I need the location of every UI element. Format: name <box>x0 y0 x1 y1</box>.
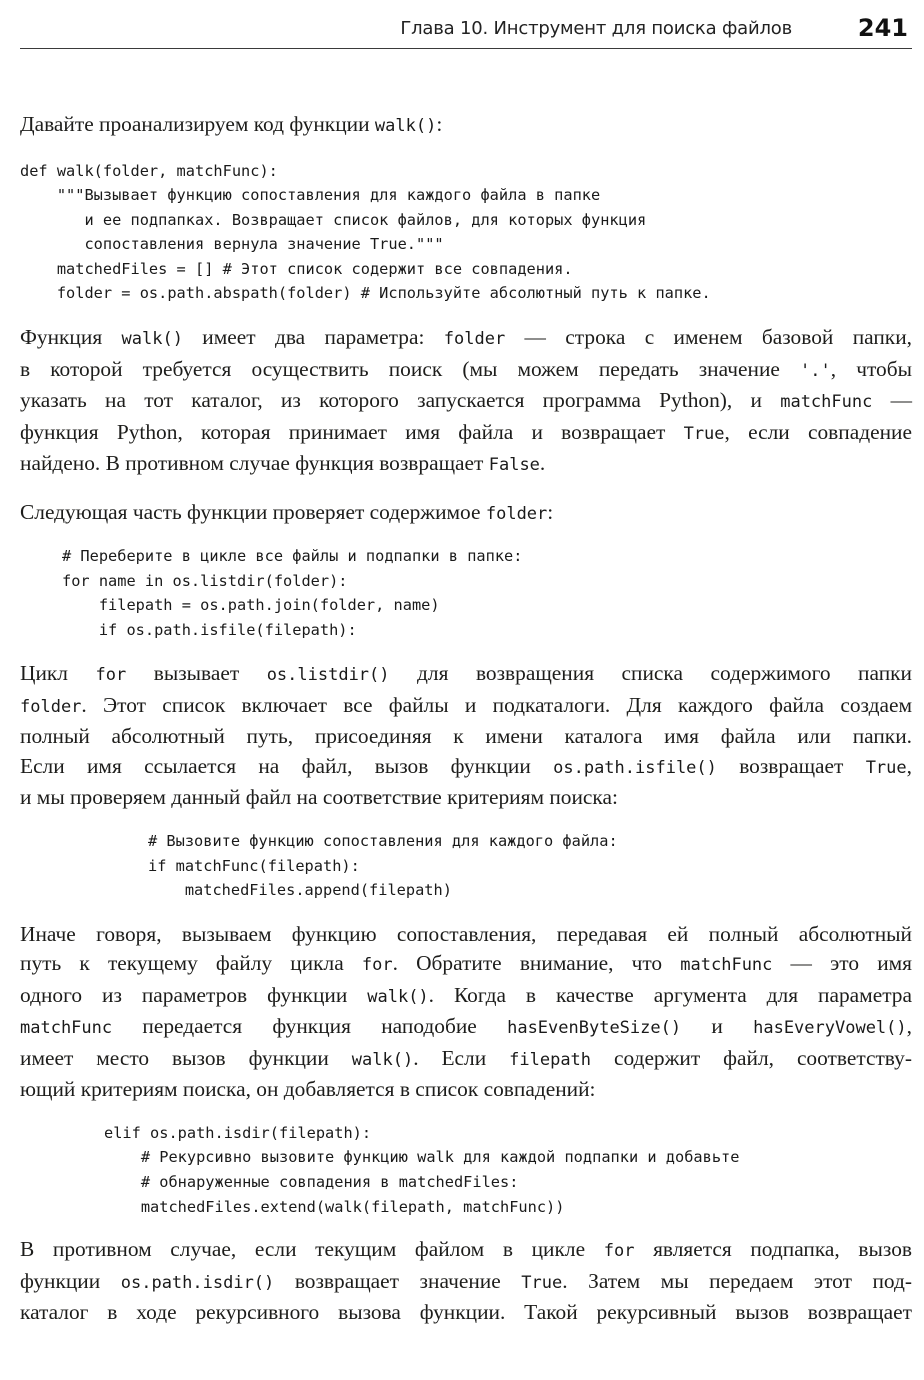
inline-code: folder <box>443 329 506 350</box>
paragraph-match-explanation <box>20 920 912 1105</box>
inline-code: os.listdir() <box>266 665 390 686</box>
text-run: Давайте проанализируем код функции <box>20 112 375 136</box>
text-run: . Когда в качестве аргумента для параметра <box>428 982 912 1007</box>
paragraph-for-loop <box>20 659 912 813</box>
text-run: возвращает <box>716 753 866 778</box>
paragraph-walk-parameters <box>20 323 912 481</box>
text-run: : <box>436 112 443 136</box>
text-run: имеет место вызов функции <box>20 1045 352 1070</box>
text-line <box>20 691 912 723</box>
code-block-recursive-walk: elif os.path.isdir(filepath): # Рекурсивно вызовите функцию walk для каждой подпапки и добавьте # обнаруженные совпадения в matchedFiles: matchedFiles.extend(walk(filepath, matchFunc)) <box>104 1123 740 1216</box>
text-run: . Этот список включает все файлы и подкаталоги. Для каждого файла создаем <box>81 692 912 717</box>
text-run: . Затем мы передаем этот под- <box>562 1268 912 1293</box>
chapter-title: Глава 10. Инструмент для поиска файлов <box>400 18 792 39</box>
text-line <box>20 498 912 530</box>
text-run: В противном случае, если текущим файлом в цикле <box>20 1237 604 1262</box>
inline-code: matchFunc <box>680 955 773 976</box>
text-run: указать на тот каталог, из которого запускается программа Python), и <box>20 388 781 413</box>
text-line <box>20 1012 912 1044</box>
text-run: одного из параметров функции <box>20 982 368 1007</box>
text-run: — строка с именем базовой папки, <box>505 325 912 350</box>
text-run: и <box>681 1014 754 1039</box>
inline-code: folder <box>485 503 548 524</box>
text-line <box>20 1075 912 1105</box>
text-run: передается функция наподобие <box>112 1014 508 1039</box>
text-run: , <box>906 1014 912 1039</box>
text-line <box>20 1267 912 1299</box>
inline-code: walk() <box>121 329 183 350</box>
text-run: — это имя <box>772 951 913 976</box>
inline-code: False <box>488 455 540 476</box>
text-line <box>20 1235 912 1267</box>
text-line <box>20 783 912 813</box>
text-run: возвращает значение <box>274 1268 522 1293</box>
text-line <box>20 659 912 691</box>
text-run: и мы проверяем данный файл на соответствие критериям поиска: <box>20 785 618 810</box>
text-line <box>20 449 912 481</box>
text-line <box>20 1044 912 1076</box>
inline-code: True <box>521 1272 563 1293</box>
text-run: в которой требуется осуществить поиск (мы можем передать значение <box>20 356 801 381</box>
text-run: , чтобы <box>830 356 912 381</box>
text-run: найдено. В противном случае функция возвращает <box>20 451 489 476</box>
text-run: . Если <box>413 1045 510 1070</box>
text-line <box>20 355 912 387</box>
paragraph-intro <box>20 110 912 142</box>
text-run: , <box>906 753 912 778</box>
text-run: : <box>547 499 554 524</box>
body-text <box>20 110 912 1328</box>
paragraph-next-part <box>20 498 912 530</box>
inline-code: hasEvenByteSize() <box>507 1018 682 1039</box>
inline-code: os.path.isfile() <box>553 757 717 778</box>
page-number: 241 <box>857 14 908 42</box>
text-line <box>20 418 912 450</box>
text-run: , если совпадение <box>724 419 912 444</box>
inline-code: os.path.isdir() <box>120 1272 275 1293</box>
text-run: полный абсолютный путь, присоединяя к имени каталога имя файла или папки. <box>20 724 912 749</box>
paragraph-subfolder <box>20 1235 912 1328</box>
inline-code: filepath <box>509 1049 592 1070</box>
text-line <box>20 722 912 752</box>
inline-code: True <box>865 757 907 778</box>
text-run: содержит файл, соответству- <box>591 1045 912 1070</box>
text-run: Функция <box>20 325 122 350</box>
text-run: — <box>872 388 912 413</box>
text-line <box>20 752 912 784</box>
code-block-match-call: # Вызовите функцию сопоставления для каждого файла: if matchFunc(filepath): matchedFiles.append(filepath) <box>148 831 618 900</box>
inline-code: for <box>603 1241 635 1262</box>
text-line <box>20 386 912 418</box>
code-block-listdir-loop: # Переберите в цикле все файлы и подпапки в папке: for name in os.listdir(folder): filepath = os.path.join(folder, name) if os.path.isfile(filepath): <box>62 547 523 639</box>
inline-code: walk() <box>351 1049 414 1070</box>
inline-code: hasEveryVowel() <box>753 1018 907 1039</box>
text-run: путь к текущему файлу цикла <box>20 951 362 976</box>
text-run: Цикл <box>20 661 96 686</box>
text-run: Иначе говоря, вызываем функцию сопоставления, передавая ей полный абсолютный <box>20 921 912 946</box>
text-run: имеет два параметра: <box>182 325 444 350</box>
code-block-walk-definition: def walk(folder, matchFunc): """Вызывает функцию сопоставления для каждого файла в папке и ее подпапках. Возвращает список файлов, для которых функция сопоставления вернула значение True.""" matchedFiles = [] # Этот список содержит все совпадения. folder = os.path.abspath(folder) # Используйте абсолютный путь к папке. <box>20 161 711 303</box>
text-run: вызывает <box>126 661 267 686</box>
inline-code: True <box>683 423 725 444</box>
text-run: функции <box>20 1268 121 1293</box>
running-header <box>20 14 912 49</box>
text-line <box>20 110 912 142</box>
text-run: Если имя ссылается на файл, вызов функции <box>20 753 554 778</box>
inline-code: for <box>95 665 127 686</box>
text-run: Следующая часть функции проверяет содержимое <box>20 499 486 524</box>
text-run: ющий критериям поиска, он добавляется в список совпадений: <box>20 1077 596 1102</box>
inline-code: walk() <box>367 986 429 1007</box>
text-line <box>20 920 912 950</box>
text-run: функция Python, которая принимает имя файла и возвращает <box>20 419 684 444</box>
inline-code: '.' <box>800 360 831 381</box>
text-run: каталог в ходе рекурсивного вызова функции. Такой рекурсивный вызов возвращает <box>20 1300 912 1325</box>
text-line <box>20 949 912 981</box>
text-line <box>20 323 912 355</box>
text-line <box>20 981 912 1013</box>
inline-code: walk() <box>374 116 437 136</box>
inline-code: matchFunc <box>780 392 873 413</box>
text-run: является подпапка, вызов <box>634 1237 913 1262</box>
inline-code: matchFunc <box>20 1018 113 1039</box>
book-page <box>20 0 912 1380</box>
text-line <box>20 1298 912 1328</box>
text-run: . <box>539 451 546 476</box>
text-run: . Обратите внимание, что <box>392 951 681 976</box>
inline-code: folder <box>20 696 82 717</box>
text-run: для возвращения списка содержимого папки <box>389 661 912 686</box>
inline-code: for <box>361 955 393 976</box>
